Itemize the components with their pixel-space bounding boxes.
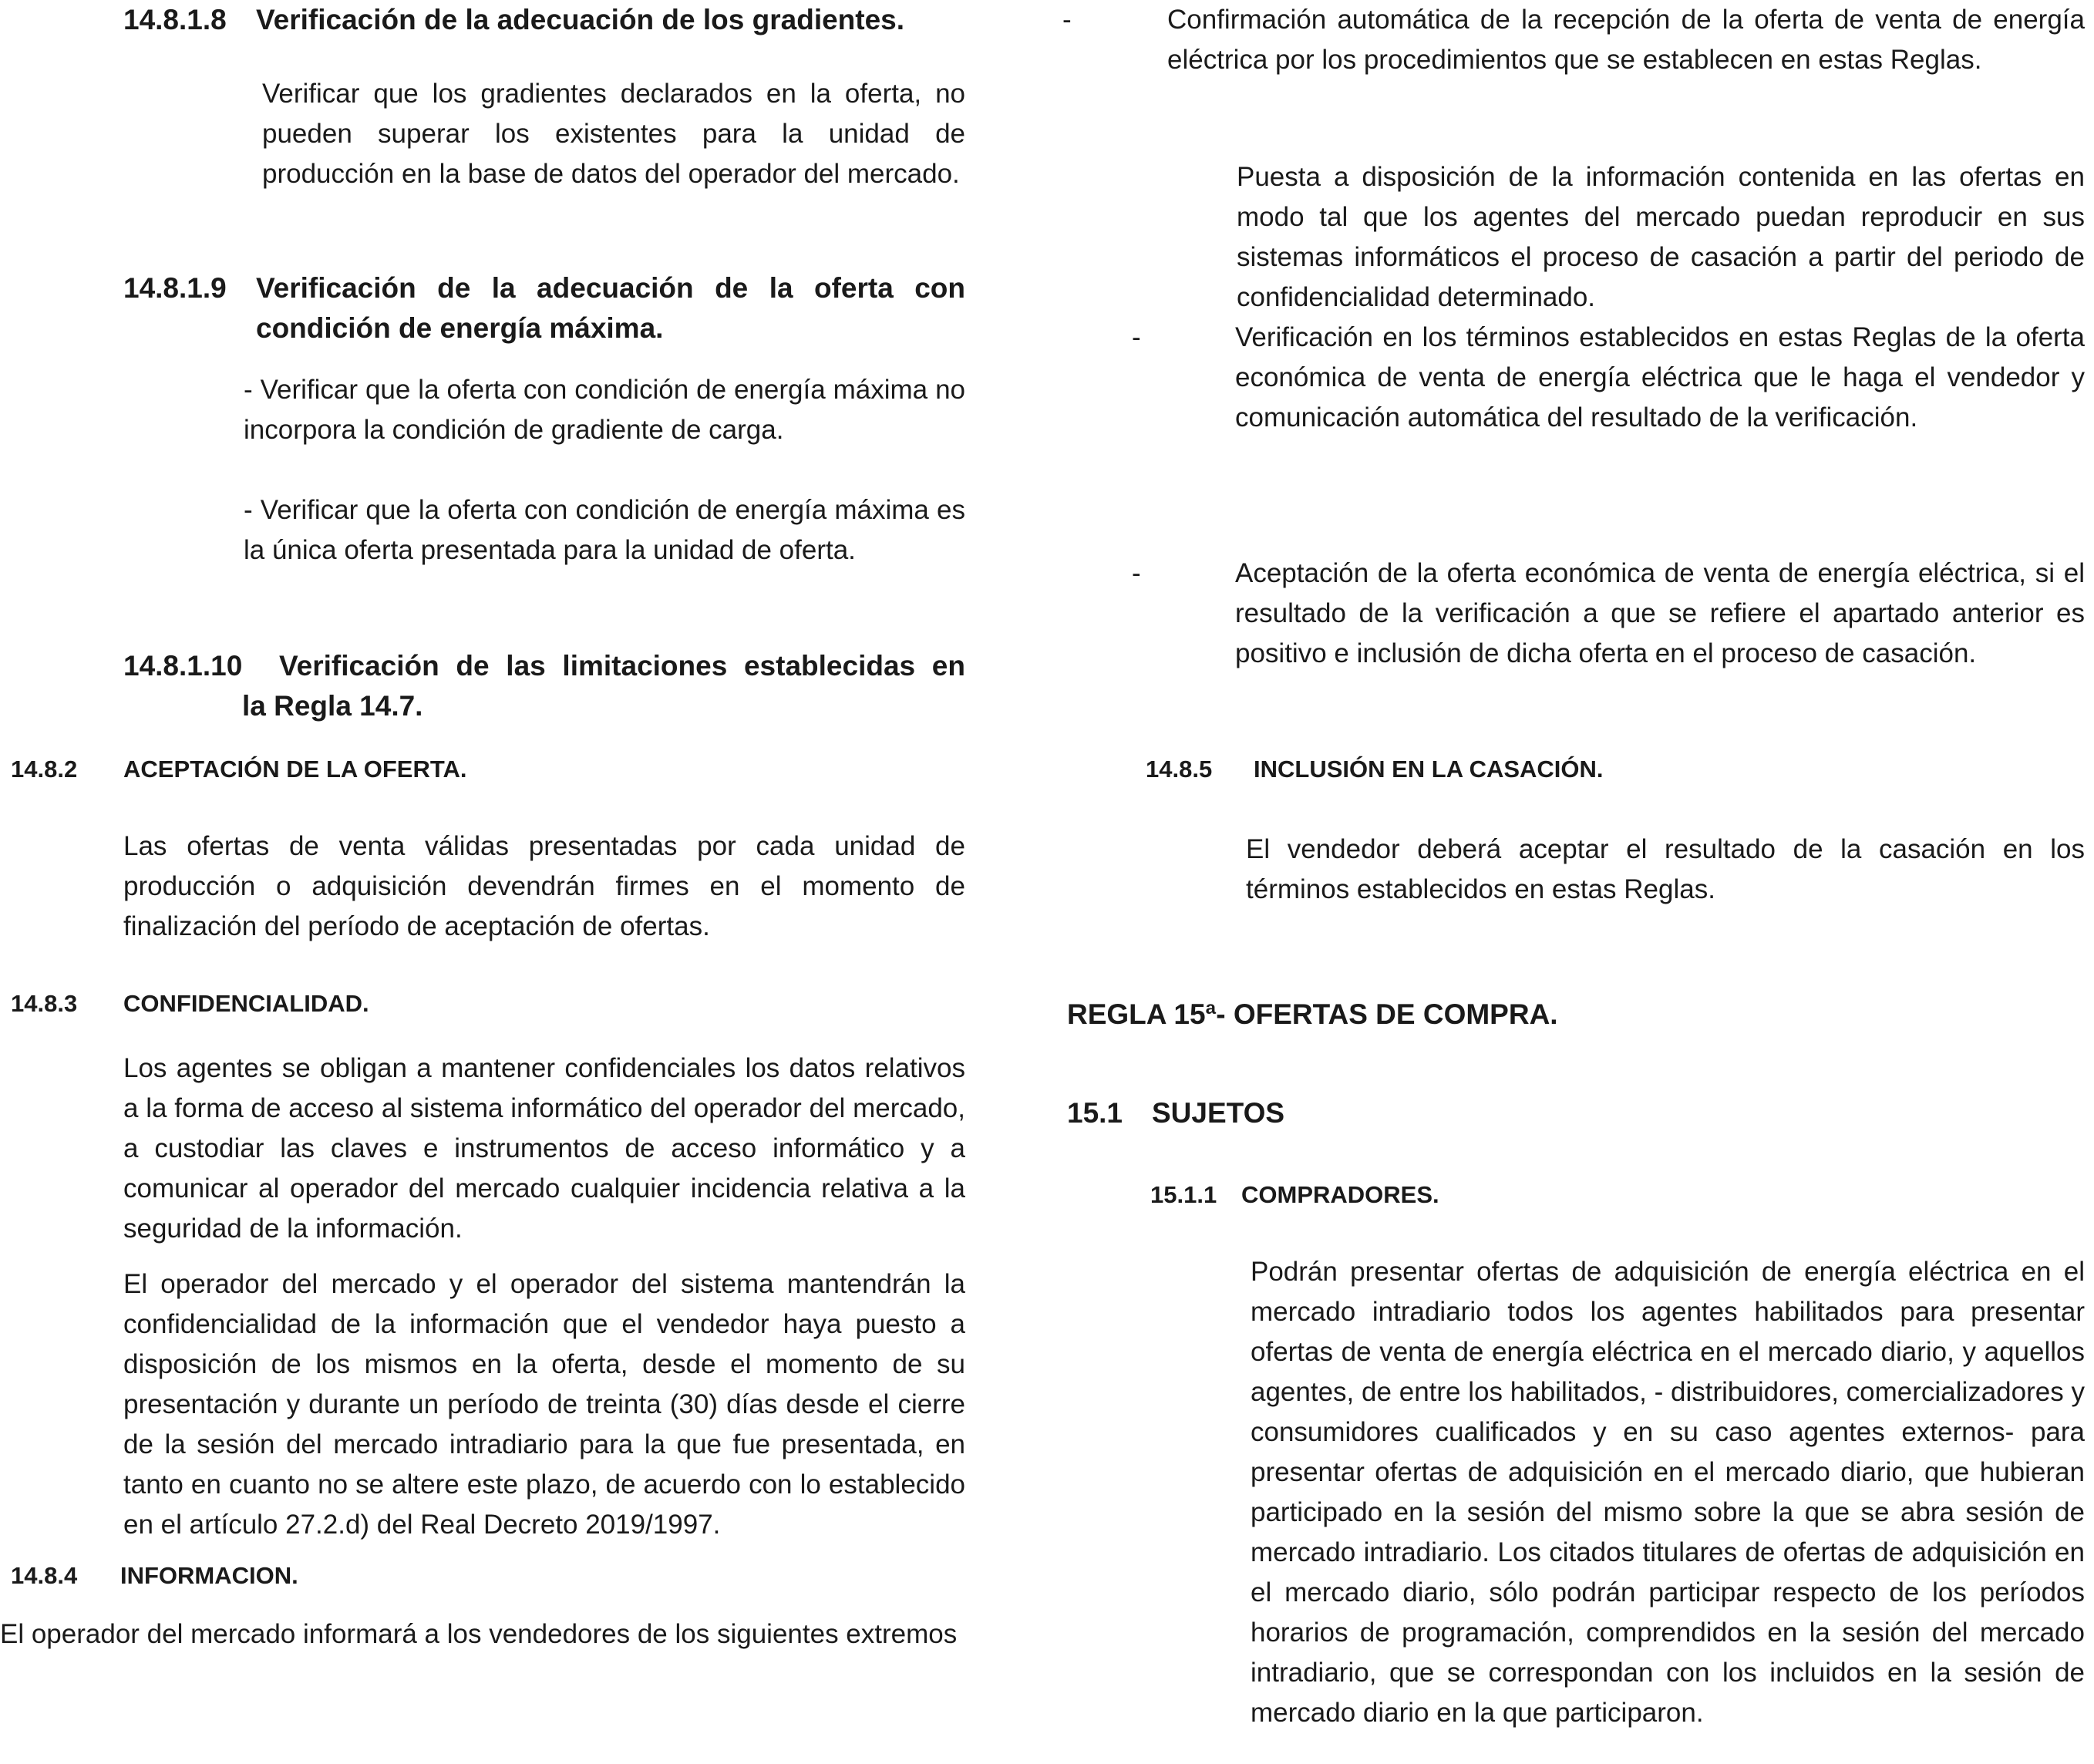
- paragraph-energia-maxima-2: - Verificar que la oferta con condición de energía máxima es la única oferta presentada para la unidad de oferta.: [244, 495, 965, 565]
- paragraph-puesta-disposicion: Puesta a disposición de la información contenida en las ofertas en modo tal que los agentes del mercado puedan reproducir en sus sistemas informáticos el proceso de casación a partir del periodo de confidencialidad determinado.: [1237, 162, 2085, 312]
- bullet-dash: -: [1062, 5, 1072, 35]
- bullet-text: Aceptación de la oferta económica de venta de energía eléctrica, si el resultado de la verificación a que se refiere el apartado anterior es positivo e inclusión de dicha oferta en el proceso de casación.: [1235, 558, 2085, 668]
- section-number: 14.8.4: [11, 1562, 78, 1589]
- section-number: 15.1.1: [1150, 1181, 1217, 1208]
- bullet-text: Verificación en los términos establecidos en estas Reglas de la oferta económica de venta de energía eléctrica que le haga el vendedor y comunicación automática del resultado de la verificación.: [1235, 322, 2085, 433]
- section-title-line2: condición de energía máxima.: [256, 312, 664, 344]
- section-title: SUJETOS: [1152, 1097, 1285, 1129]
- bullet-verificacion: [1132, 318, 2085, 438]
- paragraph-confidencialidad-1: Los agentes se obligan a mantener confidenciales los datos relativos a la forma de acceso al sistema informático del operador del mercado, a custodiar las claves e instrumentos de acceso informático y a comunicar al operador del mercado cualquier incidencia relativa a la seguridad de la información.: [123, 1053, 965, 1244]
- heading-14-8-3: [11, 987, 369, 1021]
- heading-14-8-5: [1146, 752, 1604, 786]
- section-number: 14.8.2: [11, 756, 78, 783]
- section-number: 14.8.1.8: [123, 4, 227, 35]
- paragraph-compradores: Podrán presentar ofertas de adquisición de energía eléctrica en el mercado intradiario todos los agentes habilitados para presentar ofertas de venta de energía eléctrica en el mercado diario, y aquellos agentes, de entre los habilitados, - distribuidores, comercializadores y consumidores cualificados y en su caso agentes externos- para presentar ofertas de adquisición en el mercado diario, que hubieran participado en la sesión del mismo sobre la que se abra sesión de mercado intradiario. Los citados titulares de ofertas de adquisición en el mercado diario, sólo podrán participar respecto de los períodos horarios de programación, comprendidos en la sesión del mercado intradiario, que se correspondan con los incluidos en la sesión de mercado diario en la que participaron.: [1251, 1257, 2085, 1728]
- bullet-dash: -: [1132, 558, 1141, 588]
- heading-14-8-1-9: [123, 268, 965, 348]
- section-title-line1: Verificación de la adecuación de la oferta con: [256, 272, 965, 304]
- paragraph-confidencialidad-2: El operador del mercado y el operador del sistema mantendrán la confidencialidad de la información que el vendedor haya puesto a disposición de los mismos en la oferta, desde el momento de su presentación y durante un período de treinta (30) días desde el cierre de la sesión del mercado intradiario para la que fue presentada, en tanto en cuanto no se altere este plazo, de acuerdo con lo establecido en el artículo 27.2.d) del Real Decreto 2019/1997.: [123, 1269, 965, 1540]
- heading-15-1: [1067, 1093, 1284, 1133]
- paragraph-energia-maxima-1: - Verificar que la oferta con condición de energía máxima no incorpora la condición de gradiente de carga.: [244, 375, 965, 445]
- paragraph-inclusion-casacion: El vendedor deberá aceptar el resultado de la casación en los términos establecidos en estas Reglas.: [1246, 834, 2085, 904]
- section-title: COMPRADORES.: [1241, 1181, 1439, 1208]
- bullet-confirmacion: [1062, 0, 2085, 80]
- heading-15-1-1: [1150, 1178, 1439, 1212]
- paragraph-aceptacion: Las ofertas de venta válidas presentadas por cada unidad de producción o adquisición devendrán firmes en el momento de finalización del período de aceptación de ofertas.: [123, 831, 965, 941]
- section-title-line1: Verificación de las limitaciones establecidas en: [279, 650, 965, 682]
- bullet-aceptacion: [1132, 554, 2085, 674]
- heading-14-8-2: [11, 752, 466, 786]
- section-title: Verificación de la adecuación de los gradientes.: [256, 4, 905, 35]
- section-title-line2: la Regla 14.7.: [242, 690, 423, 722]
- heading-regla-15: REGLA 15ª- OFERTAS DE COMPRA.: [1067, 998, 1558, 1030]
- heading-14-8-1-10: [123, 646, 965, 726]
- section-number: 14.8.5: [1146, 756, 1213, 783]
- section-number: 14.8.1.10: [123, 650, 243, 682]
- paragraph-informacion: El operador del mercado informará a los vendedores de los siguientes extremos: [0, 1619, 958, 1649]
- heading-14-8-4: [11, 1559, 298, 1593]
- bullet-text: Confirmación automática de la recepción de la oferta de venta de energía eléctrica por los procedimientos que se establecen en estas Reglas.: [1167, 5, 2085, 75]
- section-title: ACEPTACIÓN DE LA OFERTA.: [123, 756, 467, 783]
- section-title: CONFIDENCIALIDAD.: [123, 990, 369, 1017]
- paragraph-gradientes: Verificar que los gradientes declarados en la oferta, no pueden superar los existentes para la unidad de producción en la base de datos del operador del mercado.: [262, 79, 965, 189]
- section-number: 15.1: [1067, 1097, 1123, 1129]
- section-number: 14.8.1.9: [123, 272, 227, 304]
- bullet-dash: -: [1132, 322, 1141, 352]
- section-title: INCLUSIÓN EN LA CASACIÓN.: [1254, 756, 1604, 783]
- section-title: INFORMACION.: [120, 1562, 298, 1589]
- heading-14-8-1-8: [123, 0, 904, 40]
- section-number: 14.8.3: [11, 990, 78, 1017]
